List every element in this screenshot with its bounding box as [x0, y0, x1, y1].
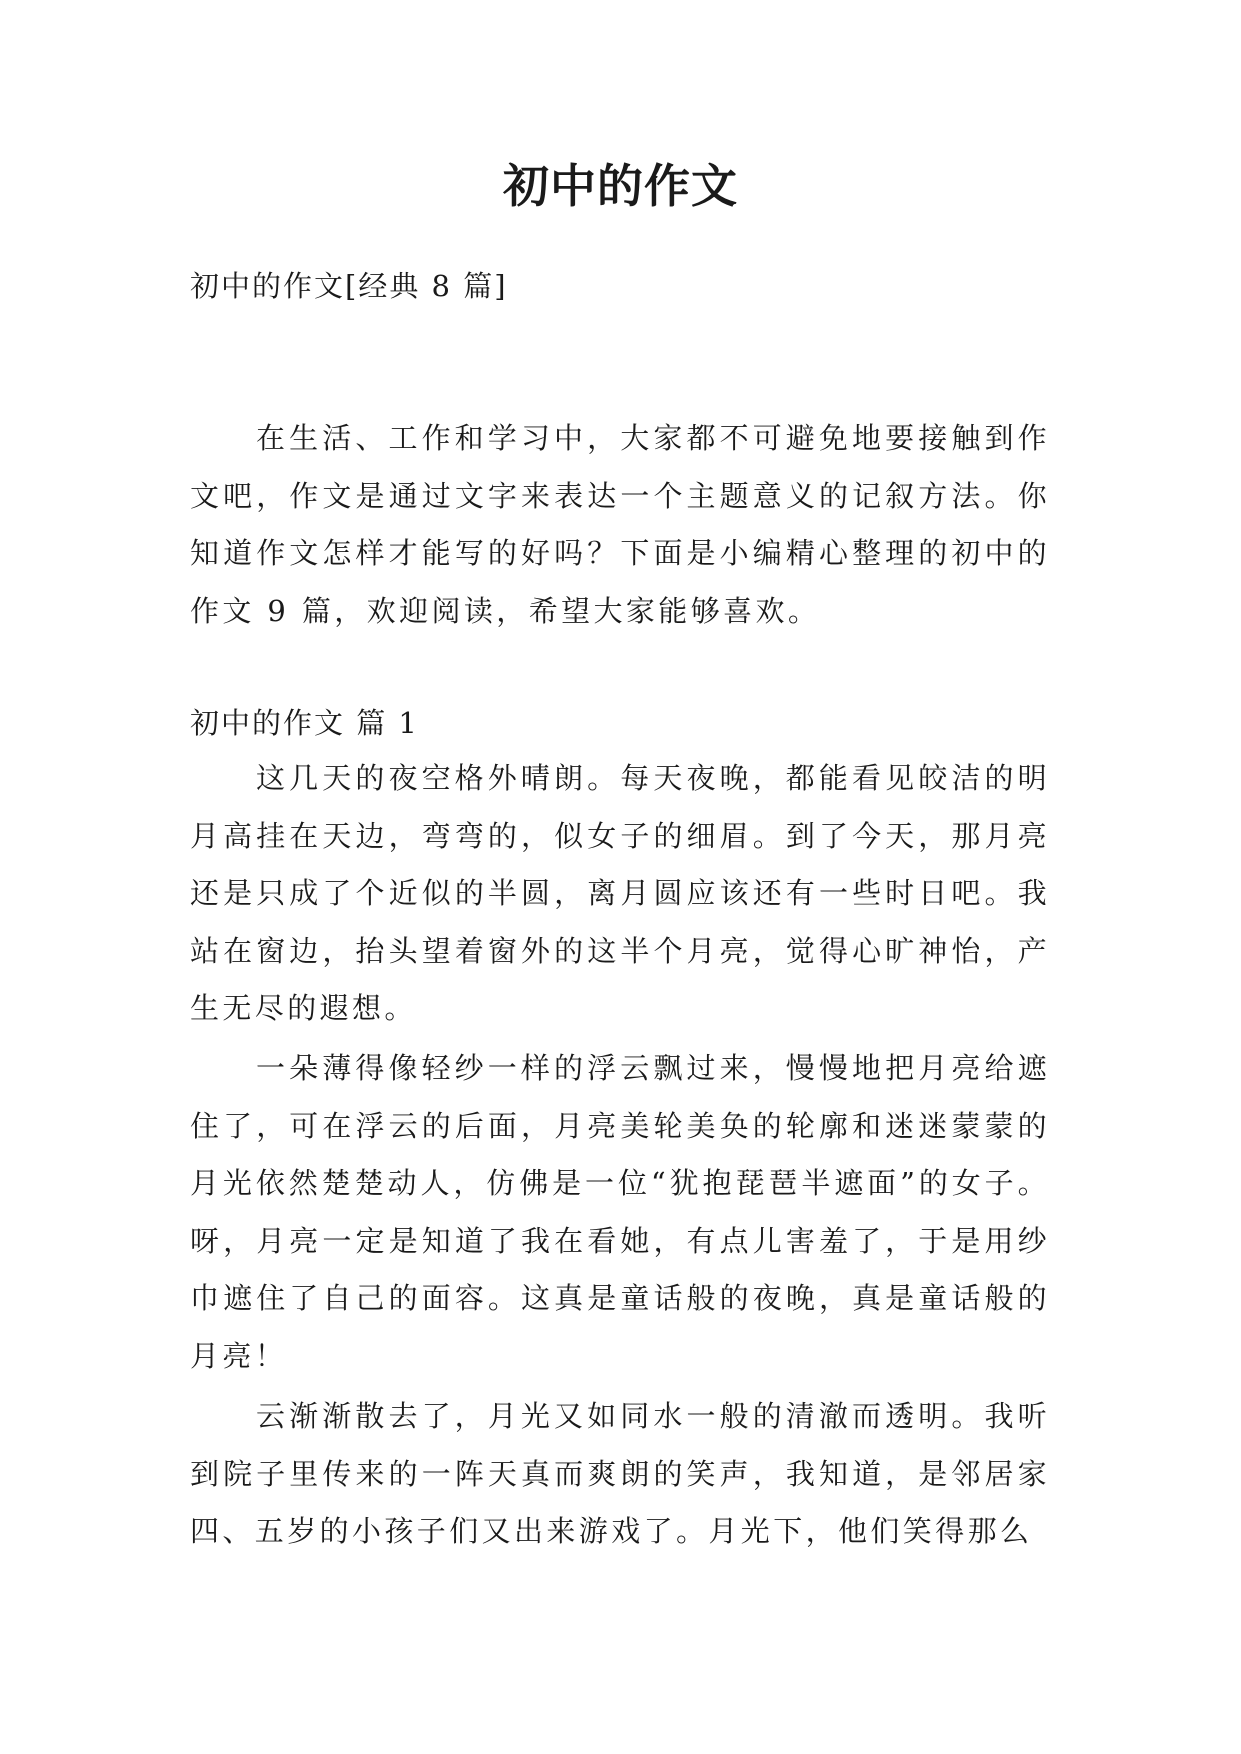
body-paragraph-1: 这几天的夜空格外晴朗。每天夜晚，都能看见皎洁的明月高挂在天边，弯弯的，似女子的细眉。到了今天，那月亮还是只成了个近似的半圆，离月圆应该还有一些时日吧。我站在窗边，抬头望着窗外的这半个月亮，觉得心旷神怡，产生无尽的遐想。: [190, 761, 1050, 1026]
body-paragraph-2: 一朵薄得像轻纱一样的浮云飘过来，慢慢地把月亮给遮住了，可在浮云的后面，月亮美轮美奂的轮廓和迷迷蒙蒙的月光依然楚楚动人，仿佛是一位“犹抱琵琶半遮面”的女子。呀，月亮一定是知道了我在看她，有点儿害羞了，于是用纱巾遮住了自己的面容。这真是童话般的夜晚，真是童话般的月亮！: [190, 1051, 1050, 1373]
document-subtitle: 初中的作文[经典 8 篇]: [190, 269, 508, 303]
section-heading: 初中的作文 篇 1: [190, 706, 419, 740]
intro-paragraph: 在生活、工作和学习中，大家都不可避免地要接触到作文吧，作文是通过文字来表达一个主题意义的记叙方法。你知道作文怎样才能写的好吗？下面是小编精心整理的初中的作文 9 篇，欢迎阅读，希望大家能够喜欢。: [190, 421, 1050, 628]
body-paragraph-3: 云渐渐散去了，月光又如同水一般的清澈而透明。我听到院子里传来的一阵天真而爽朗的笑声，我知道，是邻居家四、五岁的小孩子们又出来游戏了。月光下，他们笑得那么: [190, 1399, 1050, 1549]
document-title: 初中的作文: [503, 159, 738, 213]
